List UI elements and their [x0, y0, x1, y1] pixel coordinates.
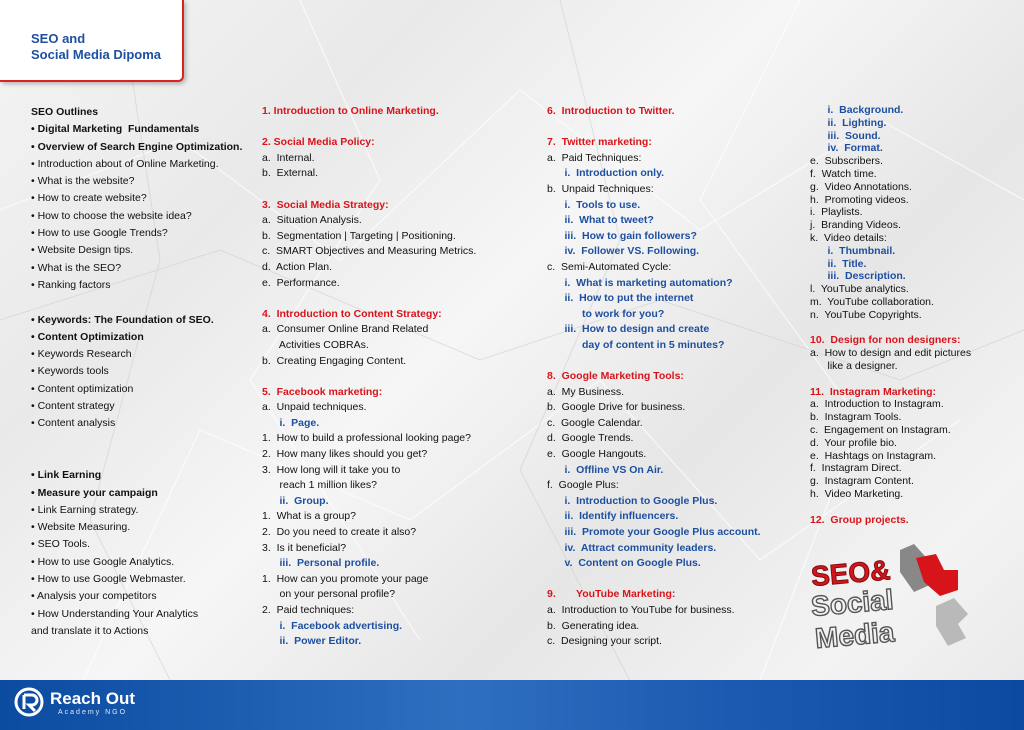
outline-item: • Content Optimization	[31, 330, 144, 343]
outline-item: • Keywords: The Foundation of SEO.	[31, 313, 214, 326]
outline-item: • Overview of Search Engine Optimization.	[31, 140, 243, 153]
outline-item: b. Segmentation | Targeting | Positioning.	[262, 229, 456, 242]
outline-item: 9. YouTube Marketing:	[547, 588, 676, 601]
outline-item: 12. Group projects.	[810, 513, 909, 526]
outline-item: • What is the website?	[31, 175, 135, 188]
outline-item: 7. Twitter marketing:	[547, 136, 652, 149]
outline-item: ii. Identify influencers.	[547, 510, 679, 523]
spacer	[547, 120, 761, 136]
spacer	[810, 501, 971, 514]
outline-item: ii. What to tweet?	[547, 214, 654, 227]
puzzle-piece-icon	[900, 544, 968, 646]
spacer	[262, 182, 476, 198]
outline-item: e. Google Hangouts.	[547, 448, 647, 461]
outline-item: f. Instagram Direct.	[810, 462, 902, 475]
outline-item: i. Page.	[262, 416, 320, 429]
outline-item: 3. Social Media Strategy:	[262, 198, 389, 211]
outline-item: • Content optimization	[31, 382, 134, 395]
spacer	[810, 373, 971, 386]
outline-item: • How to use Google Webmaster.	[31, 573, 186, 586]
outline-item: b. Google Drive for business.	[547, 401, 686, 414]
outline-item: ii. Lighting.	[810, 116, 887, 129]
outline-item: 1. How can you promote your page	[262, 572, 429, 585]
outline-item: • Digital Marketing Fundamentals	[31, 123, 200, 136]
outline-item: f. Watch time.	[810, 167, 877, 180]
outline-item: 1. What is a group?	[262, 510, 356, 523]
outline-item: i. Introduction to Google Plus.	[547, 494, 718, 507]
outline-item: b. Unpaid Techniques:	[547, 182, 654, 195]
spacer	[262, 120, 476, 136]
outline-item: i. Playlists.	[810, 206, 863, 219]
outline-item: • Analysis your competitors	[31, 590, 157, 603]
outline-item: like a designer.	[810, 359, 898, 372]
outline-item: • How to use Google Trends?	[31, 227, 168, 240]
title-line-2: Social Media Dipoma	[31, 47, 162, 62]
outline-item: l. YouTube analytics.	[810, 283, 909, 296]
outline-item: 6. Introduction to Twitter.	[547, 105, 675, 117]
spacer	[547, 572, 761, 588]
outline-item: 4. Introduction to Content Strategy:	[262, 307, 442, 320]
footer-bar	[0, 680, 1024, 730]
title-card	[0, 0, 184, 82]
outline-item: day of content in 5 minutes?	[547, 338, 725, 351]
outline-item: e. Hashtags on Instagram.	[810, 449, 937, 462]
outline-item: c. Google Calendar.	[547, 416, 643, 429]
outline-item: b. Creating Engaging Content.	[262, 354, 407, 367]
outline-item: iii. Description.	[810, 270, 906, 283]
outline-item: iv. Attract community leaders.	[547, 541, 717, 554]
outline-item: • What is the SEO?	[31, 261, 122, 274]
spacer	[31, 433, 242, 450]
outline-item: 1. Introduction to Online Marketing.	[262, 105, 439, 117]
outline-item: 2. How many likes should you get?	[262, 448, 428, 461]
outline-item: SEO Outlines	[31, 106, 99, 118]
outline-item: i. Introduction only.	[547, 167, 665, 180]
badge-line-1: SEO&	[809, 554, 892, 592]
outline-item: a. My Business.	[547, 385, 625, 398]
outline-item: • How to create website?	[31, 192, 147, 205]
outline-item: iii. Promote your Google Plus account.	[547, 526, 761, 539]
spacer	[31, 294, 242, 311]
column-marketing-topics-1	[262, 104, 476, 650]
outline-item: 11. Instagram Marketing:	[810, 385, 937, 398]
outline-item: a. Unpaid techniques.	[262, 401, 367, 414]
outline-item: a. Internal.	[262, 151, 315, 164]
spacer	[262, 369, 476, 385]
column-marketing-topics-3	[810, 104, 971, 526]
seo-social-media-badge	[808, 536, 978, 666]
outline-item: • How Understanding Your Analytics	[31, 607, 199, 620]
outline-item: • Website Measuring.	[31, 521, 131, 534]
brand-name: Reach Out	[50, 689, 136, 708]
outline-item: f. Google Plus:	[547, 479, 619, 492]
outline-item: a. Consumer Online Brand Related	[262, 323, 429, 336]
outline-item: • Keywords tools	[31, 365, 109, 378]
outline-item: • Content strategy	[31, 400, 115, 413]
outline-item: 1. How to build a professional looking page?	[262, 432, 471, 445]
outline-item: i. Offline VS On Air.	[547, 463, 664, 476]
outline-item: a. Paid Techniques:	[547, 151, 642, 164]
outline-item: • Website Design tips.	[31, 244, 134, 257]
outline-item: a. Introduction to Instagram.	[810, 398, 944, 411]
outline-item: • Link Earning strategy.	[31, 503, 139, 516]
outline-item: • How to use Google Analytics.	[31, 555, 175, 568]
outline-item: c. Semi-Automated Cycle:	[547, 260, 672, 273]
outline-item: i. Background.	[810, 104, 904, 116]
outline-item: 3. Is it beneficial?	[262, 541, 347, 554]
outline-item: g. Instagram Content.	[810, 475, 914, 488]
outline-item: h. Promoting videos.	[810, 193, 909, 206]
outline-item: e. Performance.	[262, 276, 340, 289]
outline-item: • How to choose the website idea?	[31, 209, 192, 222]
outline-item: • Introduction about of Online Marketing.	[31, 157, 219, 170]
outline-item: • Keywords Research	[31, 348, 132, 361]
outline-item: a. Introduction to YouTube for business.	[547, 604, 735, 616]
outline-item: and translate it to Actions	[31, 624, 149, 637]
badge-line-3: Media	[813, 616, 896, 654]
outline-item: h. Video Marketing.	[810, 487, 904, 500]
outline-item: ii. How to put the internet	[547, 292, 694, 305]
outline-item: 2. Paid techniques:	[262, 604, 355, 616]
outline-item: c. SMART Objectives and Measuring Metrics.	[262, 245, 477, 258]
outline-item: 2. Social Media Policy:	[262, 136, 375, 149]
outline-item: b. External.	[262, 167, 319, 180]
outline-item: iv. Format.	[810, 142, 883, 155]
outline-item: 3. How long will it take you to	[262, 463, 401, 476]
title-line-1: SEO and	[31, 31, 86, 46]
outline-item: m. YouTube collaboration.	[810, 295, 934, 308]
brand-subtitle: Academy NGO	[58, 709, 128, 716]
outline-item: c. Engagement on Instagram.	[810, 423, 951, 436]
outline-item: 5. Facebook marketing:	[262, 385, 383, 398]
outline-item: e. Subscribers.	[810, 155, 883, 168]
outline-item: • Ranking factors	[31, 278, 111, 291]
outline-item: i. What is marketing automation?	[547, 276, 733, 289]
outline-item: d. Your profile bio.	[810, 436, 897, 449]
outline-item: 8. Google Marketing Tools:	[547, 370, 684, 383]
outline-item: i. Thumbnail.	[810, 244, 896, 257]
outline-item: 10. Design for non designers:	[810, 334, 961, 347]
column-marketing-topics-2	[547, 104, 761, 650]
outline-item: reach 1 million likes?	[262, 479, 377, 492]
outline-item: iv. Follower VS. Following.	[547, 245, 700, 258]
outline-item: d. Google Trends.	[547, 432, 634, 445]
outline-item: j. Branding Videos.	[810, 219, 901, 232]
outline-item: ii. Group.	[262, 494, 329, 507]
outline-item: g. Video Annotations.	[810, 180, 912, 193]
outline-item: k. Video details:	[810, 231, 887, 244]
outline-item: Activities COBRAs.	[262, 338, 369, 351]
outline-item: to work for you?	[547, 307, 665, 320]
outline-item: c. Designing your script.	[547, 635, 662, 648]
reach-out-logo-icon	[14, 687, 44, 717]
outline-item: d. Action Plan.	[262, 260, 333, 273]
outline-item: a. Situation Analysis.	[262, 214, 362, 227]
outline-item: iii. How to gain followers?	[547, 229, 697, 242]
outline-item: iii. How to design and create	[547, 323, 710, 336]
outline-item: i. Tools to use.	[547, 198, 641, 211]
outline-item: n. YouTube Copyrights.	[810, 308, 922, 321]
outline-item: on your personal profile?	[262, 588, 396, 601]
outline-item: b. Generating idea.	[547, 619, 640, 632]
badge-line-2: Social	[809, 583, 895, 622]
spacer	[31, 450, 242, 467]
outline-item: • SEO Tools.	[31, 538, 90, 551]
outline-item: • Content analysis	[31, 417, 116, 430]
column-seo-outlines	[31, 104, 242, 640]
outline-item: b. Instagram Tools.	[810, 411, 902, 424]
outline-item: ii. Title.	[810, 257, 867, 270]
spacer	[547, 354, 761, 370]
outline-item: iii. Personal profile.	[262, 557, 380, 570]
outline-item: ii. Power Editor.	[262, 635, 362, 648]
outline-item: iii. Sound.	[810, 129, 881, 142]
outline-item: i. Facebook advertising.	[262, 619, 403, 632]
outline-item: • Measure your campaign	[31, 486, 158, 499]
outline-item: v. Content on Google Plus.	[547, 557, 701, 570]
spacer	[262, 291, 476, 307]
spacer	[810, 322, 971, 335]
outline-item: • Link Earning	[31, 469, 102, 482]
outline-item: a. How to design and edit pictures	[810, 347, 972, 360]
outline-item: 2. Do you need to create it also?	[262, 526, 417, 539]
